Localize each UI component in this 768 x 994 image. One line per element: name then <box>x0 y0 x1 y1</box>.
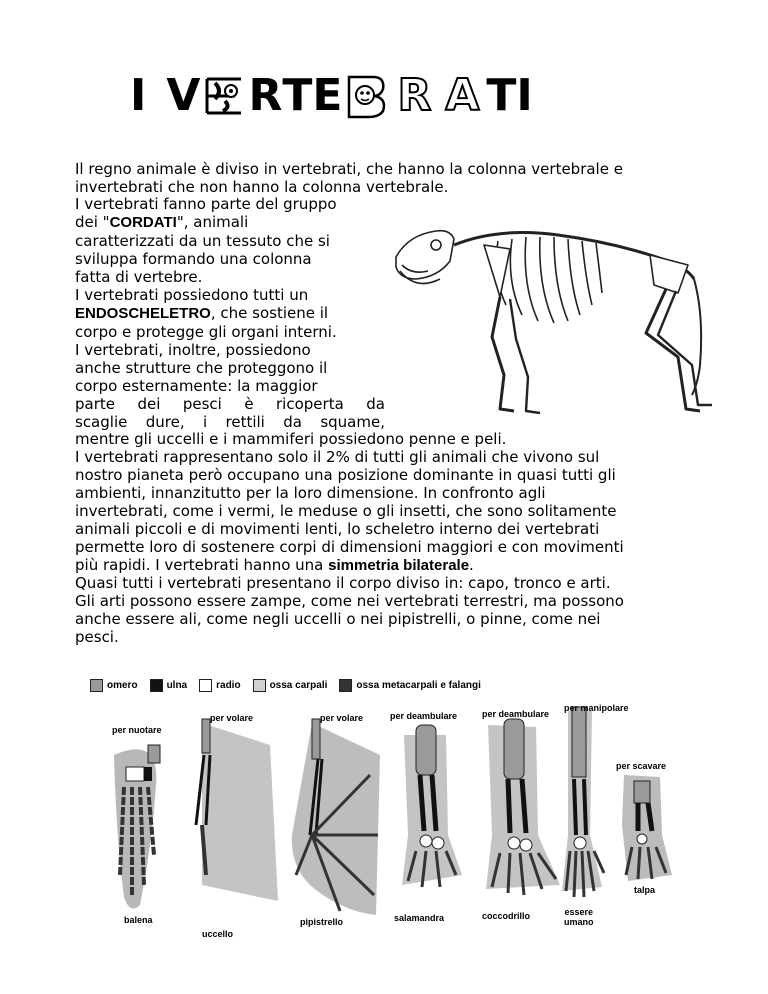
text-line: invertebrati, come i vermi, le meduse o gli insetti, che sono solitamente <box>75 502 617 520</box>
title-letter-illustrated <box>343 71 389 121</box>
title-letter: E <box>312 70 343 121</box>
title-letter: V <box>166 70 201 121</box>
text-line: ENDOSCHELETRO, che sostiene il <box>75 304 329 322</box>
text-line: Il regno animale è diviso in vertebrati, che hanno la colonna vertebrale e <box>75 160 623 178</box>
text-line: permette loro di sostenere corpi di dimensioni maggiori e con movimenti <box>75 538 624 556</box>
legend-item: omero <box>90 679 138 692</box>
keyword-endoscheletro: ENDOSCHELETRO <box>75 305 211 322</box>
text-line: mentre gli uccelli e i mammiferi possiedono penne e peli. <box>75 430 507 448</box>
title-letter: R <box>248 70 283 121</box>
limbs-drawing <box>90 675 680 945</box>
text-line: Gli arti possono essere zampe, come nei vertebrati terrestri, ma possono <box>75 592 624 610</box>
title-letter: I <box>130 70 147 121</box>
limb-comparison-figure <box>90 675 680 945</box>
legend-item: ulna <box>150 679 188 692</box>
text-line: sviluppa formando una colonna <box>75 250 312 268</box>
animal-label: pipistrello <box>300 917 344 927</box>
title-letter: R <box>397 70 432 121</box>
function-label: per volare <box>210 713 254 723</box>
text-line: caratterizzati da un tessuto che si <box>75 232 330 250</box>
keyword-cordati: CORDATI <box>109 214 177 231</box>
text-line: I vertebrati possiedono tutti un <box>75 286 309 304</box>
page-title <box>130 70 533 122</box>
text-line: nostro pianeta però occupano una posizione dominante in quasi tutti gli <box>75 466 616 484</box>
text-line: I vertebrati rappresentano solo il 2% di tutti gli animali che vivono sul <box>75 448 600 466</box>
title-letter: T <box>282 70 313 121</box>
text-line: corpo esternamente: la maggior <box>75 377 318 395</box>
title-letter: A <box>445 70 480 121</box>
legend-item: radio <box>199 679 240 692</box>
text-line: fatta di vertebre. <box>75 268 203 286</box>
narrow-text-block <box>75 195 385 431</box>
text-line: anche strutture che proteggono il <box>75 359 328 377</box>
text-line: I vertebrati, inoltre, possiedono <box>75 341 311 359</box>
legend-item: ossa metacarpali e falangi <box>339 679 481 692</box>
legend-item: ossa carpali <box>253 679 328 692</box>
function-label: per volare <box>320 713 364 723</box>
text-line: Quasi tutti i vertebrati presentano il corpo diviso in: capo, tronco e arti. <box>75 574 611 592</box>
function-label: per scavare <box>616 761 667 771</box>
animal-label: salamandra <box>394 913 445 923</box>
text-line: anche essere ali, come negli uccelli o nei pipistrelli, o pinne, come nei <box>75 610 601 628</box>
text-line: animali piccoli e di movimenti lenti, lo scheletro interno dei vertebrati <box>75 520 600 538</box>
text-line: corpo e protegge gli organi interni. <box>75 323 337 341</box>
animal-label: uccello <box>202 929 234 939</box>
title-letter-illustrated <box>201 71 247 121</box>
text-line: ambienti, innanzitutto per la loro dimensione. In confronto agli <box>75 484 546 502</box>
animal-label: talpa <box>634 885 656 895</box>
animal-label: essere umano <box>564 907 594 927</box>
text-line: dei "CORDATI", animali <box>75 213 249 231</box>
function-label: per deambulare <box>482 709 550 719</box>
keyword-simmetria: simmetria bilaterale <box>328 557 470 574</box>
text-line-justified: scaglie dure, i rettili da squame, <box>75 413 385 431</box>
text-line-justified: parte dei pesci è ricoperta da <box>75 395 385 413</box>
text-line: invertebrati che non hanno la colonna vertebrale. <box>75 178 449 196</box>
animal-label: coccodrillo <box>482 911 531 921</box>
animal-label: balena <box>124 915 153 925</box>
text-line: più rapidi. I vertebrati hanno una simmetria bilaterale. <box>75 556 474 574</box>
function-label: per nuotare <box>112 725 162 735</box>
title-letter: I <box>516 70 533 121</box>
mammal-skeleton-illustration <box>388 205 738 425</box>
function-label: per deambulare <box>390 711 458 721</box>
title-letter: T <box>486 70 517 121</box>
text-line: pesci. <box>75 628 119 646</box>
text-line: I vertebrati fanno parte del gruppo <box>75 195 337 213</box>
function-label: per manipolare <box>564 703 629 713</box>
